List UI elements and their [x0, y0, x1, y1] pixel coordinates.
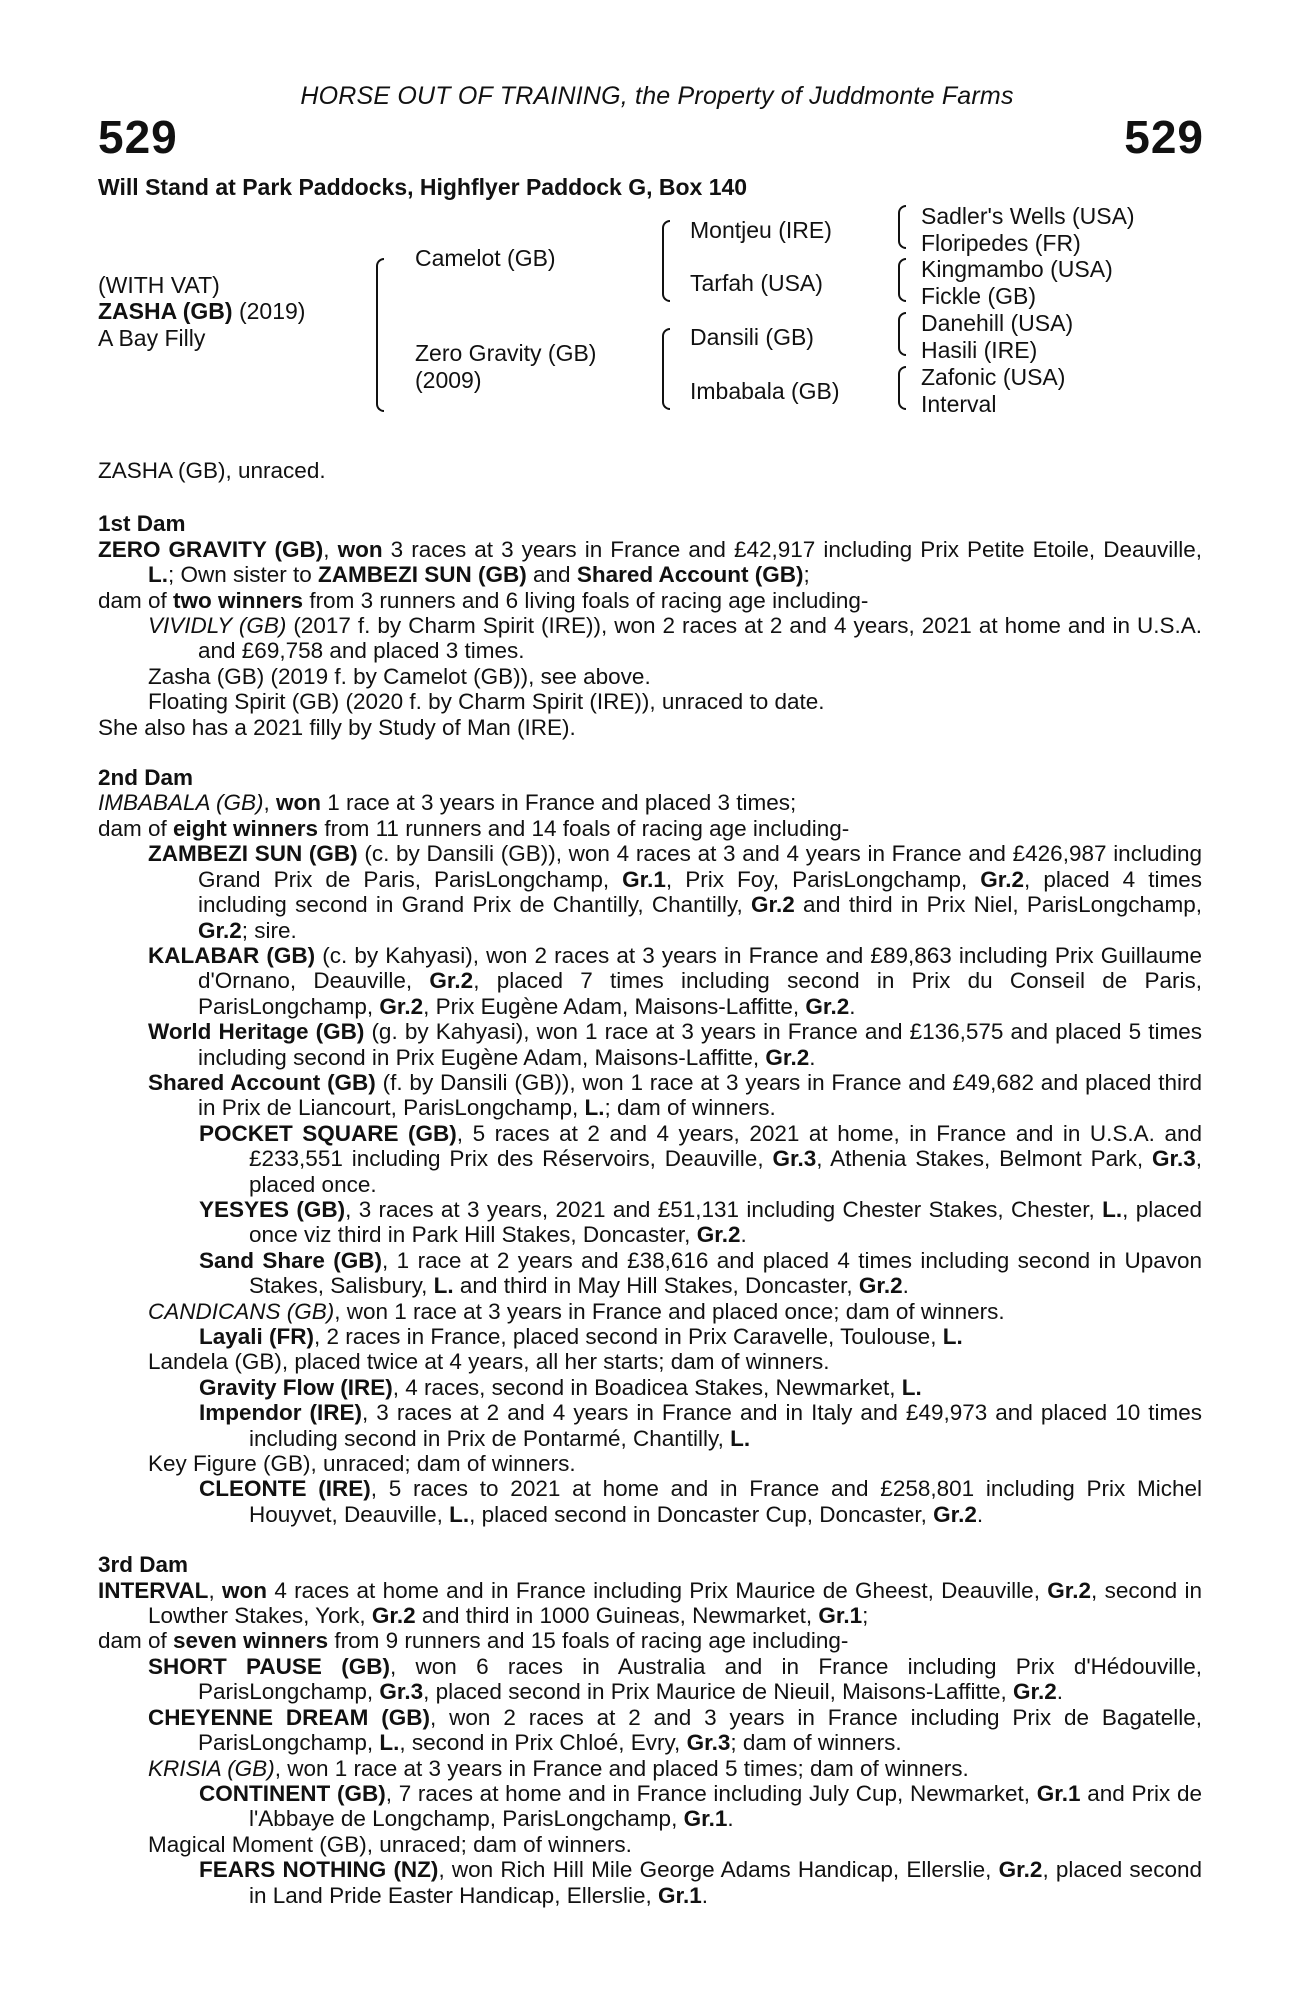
sire-name: Camelot (GB) — [415, 245, 556, 271]
venue-line: Will Stand at Park Paddocks, Highflyer Paddock G, Box 140 — [98, 174, 748, 200]
first-dam-line: ZERO GRAVITY (GB), won 3 races at 3 years in France and £42,917 including Prix Petite Etoile, Deauville, L.; Own sister to ZAMBEZI SUN (GB) and Shared Account (GB); — [98, 536, 1202, 588]
sire-dam: Tarfah (USA) — [690, 270, 823, 296]
grand-produce-entry: CONTINENT (GB), 7 races at home and in France including July Cup, Newmarket, Gr.1 and Prix de l'Abbaye de Longchamp, ParisLongchamp, Gr.1. — [199, 1780, 1202, 1832]
produce-entry: CANDICANS (GB), won 1 race at 3 years in France and placed once; dam of winners. — [148, 1298, 1005, 1324]
dam-sire-sire: Danehill (USA) — [921, 310, 1074, 336]
dam-dam-sire: Zafonic (USA) — [921, 364, 1066, 390]
dam-name: ZERO GRAVITY (GB) — [98, 536, 324, 562]
second-dam-line: IMBABALA (GB), won 1 race at 3 years in France and placed 3 times; — [98, 790, 797, 816]
grand-produce-entry: Impendor (IRE), 3 races at 2 and 4 years in France and in Italy and £49,973 and placed 10 times including second in Prix de Pontarmé, Chantilly, L. — [199, 1400, 1203, 1451]
pedigree-brace-sd — [898, 258, 906, 302]
produce-entry: KALABAR (GB) (c. by Kahyasi), won 2 races at 3 years in France and £89,863 including Prix Guillaume d'Ornano, Deauville, Gr.2, placed 7 times including second in Prix du Conseil de Paris, ParisLongchamp, Gr.2, Prix Eugène Adam, Maisons-Laffitte, Gr.2. — [148, 942, 1202, 1019]
sire-sire: Montjeu (IRE) — [690, 217, 832, 243]
second-dam-section — [98, 765, 1202, 1527]
produce-entry: ZAMBEZI SUN (GB) (c. by Dansili (GB)), won 4 races at 3 and 4 years in France and £426,987 including Grand Prix de Paris, ParisLongchamp, Gr.1, Prix Foy, ParisLongchamp, Gr.2, placed 4 times including second in Grand Prix de Chantilly, Chantilly, Gr.2 and third in Prix Niel, ParisLongchamp, Gr.2; sire. — [148, 841, 1203, 943]
sire-dam-sire: Kingmambo (USA) — [921, 256, 1113, 282]
produce-entry: KRISIA (GB), won 1 race at 3 years in France and placed 5 times; dam of winners. — [148, 1755, 969, 1781]
first-dam-produce-summary: dam of two winners from 3 runners and 6 living foals of racing age including- — [98, 587, 869, 613]
dam-sire: Dansili (GB) — [690, 324, 814, 350]
grand-produce-entry: POCKET SQUARE (GB), 5 races at 2 and 4 years, 2021 at home, in France and in U.S.A. and £233,551 including Prix des Réservoirs, Deauville, Gr.3, Athenia Stakes, Belmont Park, Gr.3, placed once. — [199, 1120, 1202, 1197]
pedigree-brace-ss — [898, 205, 906, 249]
pedigree-brace-main — [376, 258, 384, 412]
grand-produce-entry: Sand Share (GB), 1 race at 2 years and £38,616 and placed 4 times including second in Upavon Stakes, Salisbury, L. and third in May Hill Stakes, Doncaster, Gr.2. — [199, 1247, 1202, 1299]
produce-entry: SHORT PAUSE (GB), won 6 races in Australia and in France including Prix d'Hédouville, ParisLongchamp, Gr.3, placed second in Prix Maurice de Nieuil, Maisons-Laffitte, Gr.2. — [148, 1653, 1202, 1705]
pedigree-brace-dd — [898, 366, 906, 410]
sire-sire-dam: Floripedes (FR) — [921, 230, 1081, 256]
first-dam-section — [98, 511, 1202, 740]
produce-entry: Landela (GB), placed twice at 4 years, all her starts; dam of winners. — [148, 1349, 830, 1375]
produce-entry: World Heritage (GB) (g. by Kahyasi), won 1 race at 3 years in France and £136,575 and placed 5 times including second in Prix Eugène Adam, Maisons-Laffitte, Gr.2. — [148, 1019, 1202, 1070]
second-dam-produce-summary: dam of eight winners from 11 runners and 14 foals of racing age including- — [98, 815, 850, 841]
dam-dam: Imbabala (GB) — [690, 378, 840, 404]
sire-sire-sire: Sadler's Wells (USA) — [921, 203, 1135, 229]
intro-line: ZASHA (GB), unraced. — [98, 458, 326, 483]
third-dam-line: INTERVAL, won 4 races at home and in France including Prix Maurice de Gheest, Deauville, Gr.2, second in Lowther Stakes, York, Gr.2 and third in 1000 Guineas, Newmarket, Gr.1; — [98, 1577, 1202, 1629]
grand-produce-entry: FEARS NOTHING (NZ), won Rich Hill Mile George Adams Handicap, Ellerslie, Gr.2, placed second in Land Pride Easter Handicap, Ellerslie, Gr.1. — [199, 1857, 1202, 1908]
third-dam-heading: 3rd Dam — [98, 1552, 189, 1578]
third-dam-produce-summary: dam of seven winners from 9 runners and 15 foals of racing age including- — [98, 1628, 849, 1654]
produce-entry: Shared Account (GB) (f. by Dansili (GB)), won 1 race at 3 years in France and £49,682 and placed third in Prix de Liancourt, ParisLongchamp, L.; dam of winners. — [148, 1069, 1203, 1121]
grand-produce-entry: YESYES (GB), 3 races at 3 years, 2021 and £51,131 including Chester Stakes, Chester, L., placed once viz third in Park Hill Stakes, Doncaster, Gr.2. — [199, 1196, 1203, 1248]
produce-entry: Zasha (GB) (2019 f. by Camelot (GB)), see above. — [148, 663, 651, 689]
sire-dam-dam: Fickle (GB) — [921, 283, 1036, 309]
pedigree-brace-dam — [662, 328, 670, 410]
second-dam-heading: 2nd Dam — [98, 765, 194, 791]
horse-year: (2019) — [232, 298, 306, 324]
produce-entry: CHEYENNE DREAM (GB), won 2 races at 2 and 3 years in France including Prix de Bagatelle, ParisLongchamp, L., second in Prix Chloé, Evry, Gr.3; dam of winners. — [148, 1704, 1202, 1756]
catalogue-body — [98, 458, 1202, 1908]
first-dam-heading: 1st Dam — [98, 511, 186, 537]
produce-entry: Floating Spirit (GB) (2020 f. by Charm Spirit (IRE)), unraced to date. — [148, 689, 825, 715]
horse-name: ZASHA (GB) — [98, 298, 233, 324]
dam-name: Zero Gravity (GB) — [415, 340, 597, 366]
dam-year: (2009) — [415, 367, 482, 393]
produce-entry: Magical Moment (GB), unraced; dam of winners. — [148, 1831, 632, 1857]
pedigree-brace-ds — [898, 312, 906, 356]
third-dam-section — [98, 1552, 1202, 1908]
vat-note: (WITH VAT) — [98, 272, 220, 298]
produce-entry: Key Figure (GB), unraced; dam of winners. — [148, 1451, 576, 1477]
page-subtitle: HORSE OUT OF TRAINING, the Property of Juddmonte Farms — [300, 82, 1014, 110]
grand-produce-entry: Gravity Flow (IRE), 4 races, second in Boadicea Stakes, Newmarket, L. — [199, 1374, 922, 1400]
produce-note: She also has a 2021 filly by Study of Man (IRE). — [98, 714, 576, 740]
grand-produce-entry: Layali (FR), 2 races in France, placed second in Prix Caravelle, Toulouse, L. — [199, 1324, 963, 1349]
horse-title — [98, 298, 305, 324]
lot-number-left: 529 — [98, 111, 178, 163]
horse-description: A Bay Filly — [98, 325, 206, 351]
produce-entry: VIVIDLY (GB) (2017 f. by Charm Spirit (IRE)), won 2 races at 2 and 4 years, 2021 at home and in U.S.A. and £69,758 and placed 3 times. — [148, 613, 1202, 664]
grand-produce-entry: CLEONTE (IRE), 5 races to 2021 at home and in France and £258,801 including Prix Michel Houyvet, Deauville, L., placed second in Doncaster Cup, Doncaster, Gr.2. — [199, 1476, 1202, 1527]
pedigree-brace-sire — [662, 220, 670, 302]
dam-sire-dam: Hasili (IRE) — [921, 337, 1038, 363]
dam-dam-dam: Interval — [921, 391, 997, 417]
lot-number-right: 529 — [1124, 111, 1204, 163]
